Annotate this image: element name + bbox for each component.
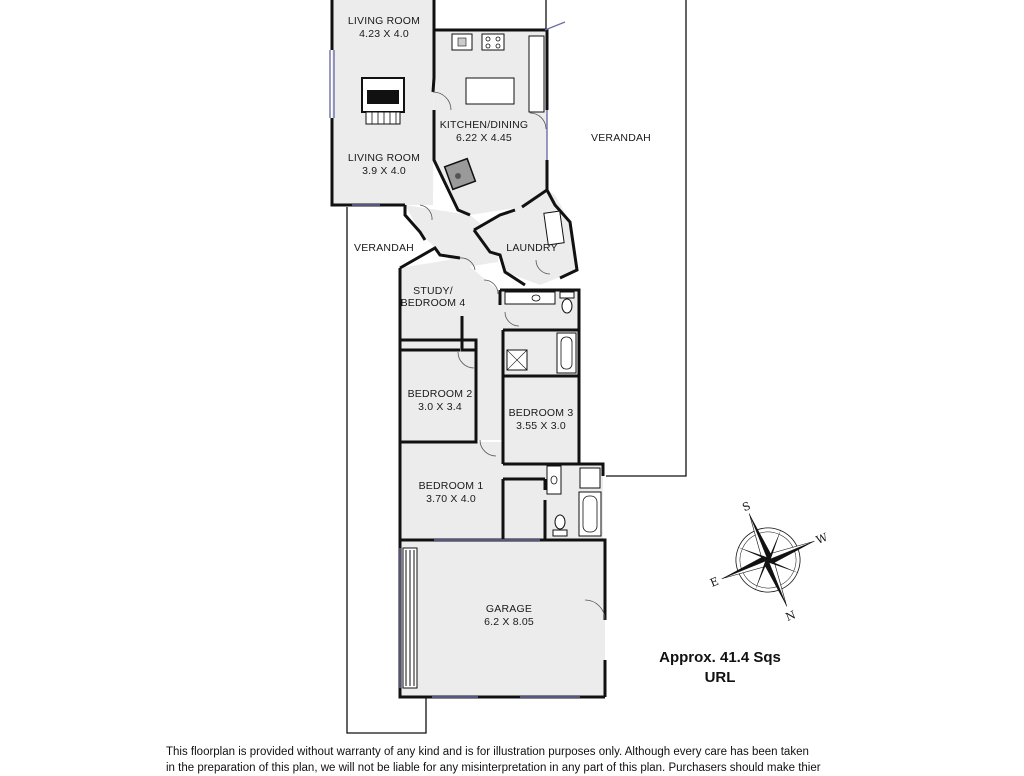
bedroom-2-name: BEDROOM 2	[407, 388, 473, 400]
compass-letter-s: S	[740, 499, 753, 515]
disclaimer-line-2: in the preparation of this plan, we will not be liable for any misinterpretation in any part of this plan. Purchasers should make thier	[166, 762, 821, 774]
compass-letter-w: W	[814, 530, 830, 547]
area-url: URL	[704, 669, 736, 686]
kitchen-dining-name: KITCHEN/DINING	[439, 119, 529, 131]
study-name: STUDY/	[413, 285, 453, 297]
area-summary	[620, 648, 820, 688]
bathtub-icon	[557, 333, 576, 373]
garage-name: GARAGE	[485, 603, 533, 615]
garage-dims: 6.2 X 8.05	[484, 616, 534, 628]
living-room-1-name: LIVING ROOM	[347, 15, 421, 27]
stove-icon	[482, 34, 504, 50]
bedroom-1-name: BEDROOM 1	[418, 480, 484, 492]
bedroom-3-name: BEDROOM 3	[508, 407, 574, 419]
kitchen-island-icon	[466, 78, 514, 104]
garage-door	[403, 548, 417, 688]
disclaimer	[166, 744, 866, 776]
compass-letter-n: N	[783, 608, 798, 624]
verandah-west-name: VERANDAH	[354, 242, 414, 254]
compass-letter-e: E	[708, 574, 721, 590]
living-room-2-name: LIVING ROOM	[347, 152, 421, 164]
living-room-1-dims: 4.23 X 4.0	[359, 28, 409, 40]
shower-icon	[507, 350, 527, 370]
ensuite-bath-icon	[579, 492, 601, 536]
laundry-name: LAUNDRY	[506, 242, 558, 254]
ensuite-vanity-icon	[547, 466, 561, 494]
ensuite-shower-icon	[580, 468, 600, 488]
study-name-line2: BEDROOM 4	[400, 297, 466, 309]
disclaimer-line-1: This floorplan is provided without warranty of any kind and is for illustration purposes only. Although every care has been taken	[166, 746, 809, 758]
verandah-east-name: VERANDAH	[591, 132, 651, 144]
kitchen-dining-dims: 6.22 X 4.45	[456, 132, 512, 144]
area-sqs: Approx. 41.4 Sqs	[659, 649, 781, 666]
fireplace-icon	[362, 78, 404, 124]
bedroom-2-dims: 3.0 X 3.4	[418, 401, 462, 413]
living-room-2-dims: 3.9 X 4.0	[362, 165, 406, 177]
vanity-icon	[505, 292, 555, 304]
bedroom-1-dims: 3.70 X 4.0	[426, 493, 476, 505]
bedroom-3-dims: 3.55 X 3.0	[516, 420, 566, 432]
compass-rose-icon	[687, 477, 853, 646]
